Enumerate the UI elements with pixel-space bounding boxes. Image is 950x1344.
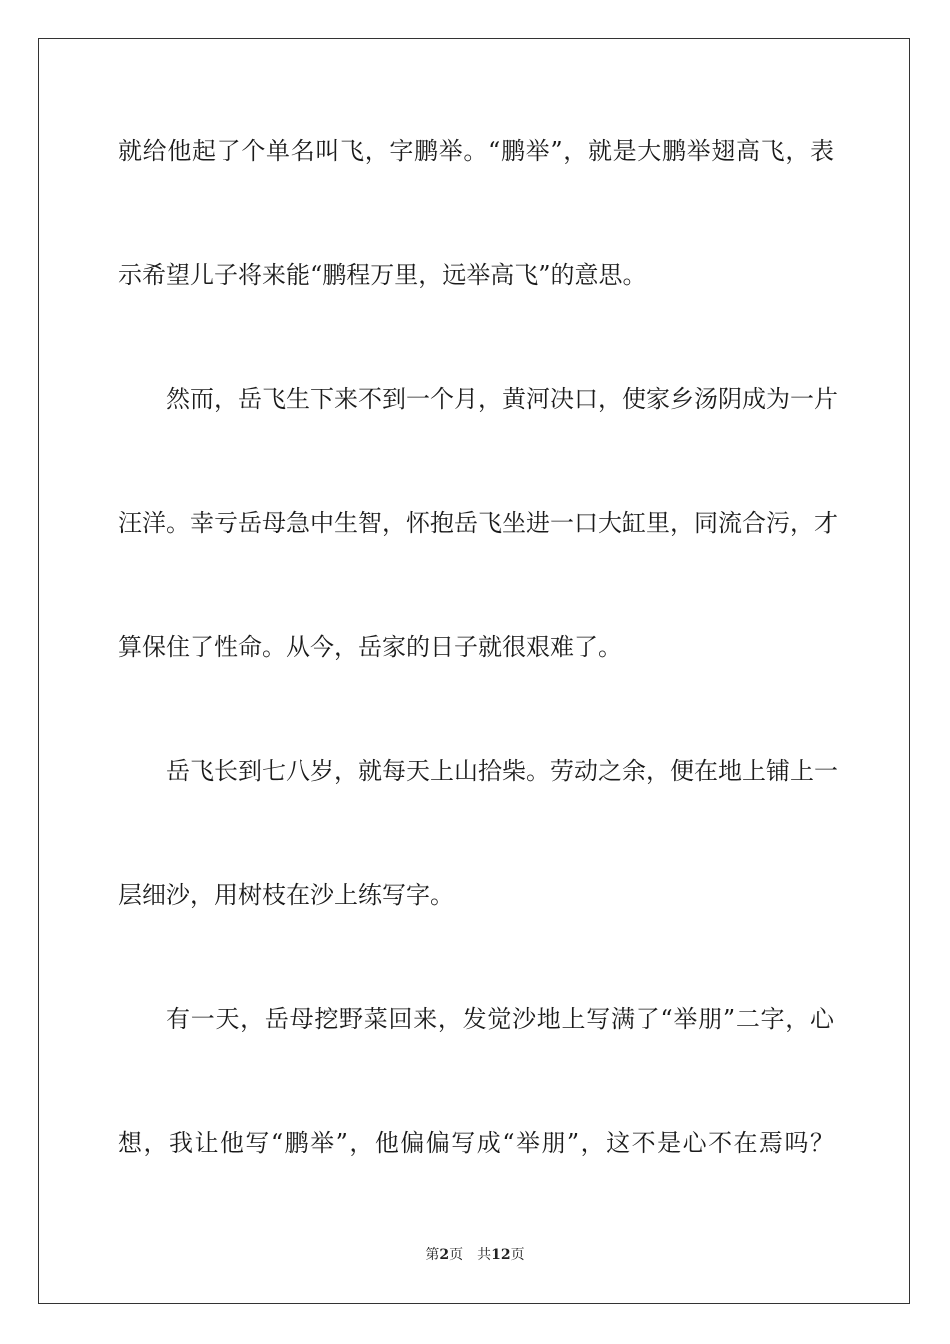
total-suffix: 页 — [510, 1247, 525, 1263]
paragraph-start-line: 然而，岳飞生下来不到一个月，黄河决口，使家乡汤阴成为一片 — [166, 385, 838, 413]
text-line: 汪洋。幸亏岳母急中生智，怀抱岳飞坐进一口大缸里，同流合污，才 — [118, 509, 838, 537]
page-prefix: 第 — [425, 1247, 440, 1263]
total-pages: 12 — [491, 1247, 511, 1263]
paragraph-start-line: 岳飞长到七八岁，就每天上山拾柴。劳动之余，便在地上铺上一 — [166, 757, 838, 785]
text-line: 就给他起了个单名叫飞，字鹏举。“鹏举”，就是大鹏举翅高飞，表 — [118, 137, 834, 165]
total-prefix: 共 — [477, 1247, 492, 1263]
page-footer — [0, 1246, 950, 1264]
text-line: 层细沙，用树枝在沙上练写字。 — [118, 881, 454, 909]
paragraph-start-line: 有一天，岳母挖野菜回来，发觉沙地上写满了“举朋”二字，心 — [166, 1005, 834, 1033]
page-border — [38, 38, 910, 1304]
page-number: 2 — [439, 1247, 450, 1263]
text-line: 想，我让他写“鹏举”，他偏偏写成“举朋”，这不是心不在焉吗？ — [118, 1129, 834, 1157]
text-line: 算保住了性命。从今，岳家的日子就很艰难了。 — [118, 633, 622, 661]
text-line: 示希望儿子将来能“鹏程万里，远举高飞”的意思。 — [118, 261, 647, 289]
page-suffix: 页 — [449, 1247, 464, 1263]
